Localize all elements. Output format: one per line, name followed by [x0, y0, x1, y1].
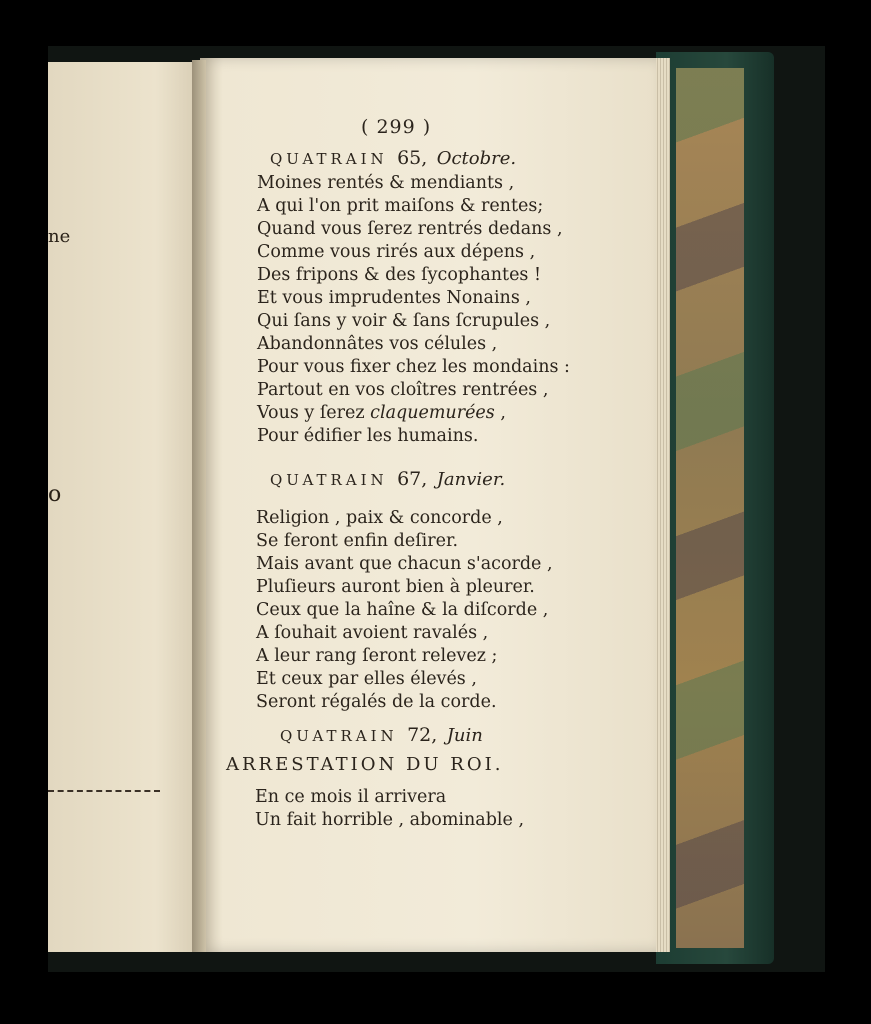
- verse-line: Un fait horrible , abominable ,: [255, 810, 525, 830]
- verse-line: Mais avant que chacun s'acorde ,: [256, 554, 553, 574]
- divider: [48, 790, 160, 792]
- verse-line: En ce mois il arrivera: [255, 787, 447, 807]
- verse-line: Pour édifier les humains.: [257, 426, 479, 446]
- verse-line: Abandonnâtes vos célules ,: [257, 334, 498, 354]
- left-page-fragment: ne: [48, 226, 71, 247]
- verse-line: A qui l'on prit maiſons & rentes;: [257, 196, 544, 216]
- verse-line: Ceux que la haîne & la diſcorde ,: [256, 600, 549, 620]
- heading-number: 65: [397, 147, 422, 169]
- verse-line: Se feront enfin deſirer.: [256, 531, 459, 551]
- heading-month: Octobre.: [436, 148, 517, 169]
- heading-label: QUATRAIN: [280, 727, 398, 745]
- verse-block: [257, 172, 570, 448]
- heading-number: 67: [397, 468, 422, 490]
- verse-line: Et ceux par elles élevés ,: [256, 669, 477, 689]
- verse-line: Pour vous fixer chez les mondains :: [257, 357, 570, 377]
- verse-line: Comme vous rirés aux dépens ,: [257, 242, 536, 262]
- heading-month: Juin: [446, 725, 483, 746]
- marbled-endpaper: [676, 68, 744, 948]
- left-page-fragment: o: [48, 482, 62, 507]
- verse-line: A ſouhait avoient ravalés ,: [256, 623, 489, 643]
- heading-label: QUATRAIN: [270, 150, 388, 168]
- verse-italic-word: claquemurées: [370, 403, 495, 423]
- heading-month: Janvier.: [436, 469, 506, 490]
- verse-line: Des fripons & des ſycophantes !: [257, 265, 542, 285]
- verse-line: Vous y ſerez claquemurées ,: [257, 403, 506, 423]
- verse-line: Quand vous ſerez rentrés dedans ,: [257, 219, 563, 239]
- verse-line: Et vous imprudentes Nonains ,: [257, 288, 531, 308]
- page-number: ( 299 ): [361, 116, 432, 138]
- section-title: ARRESTATION DU ROI.: [226, 754, 504, 775]
- heading-number: 72: [407, 724, 432, 746]
- book-gutter: [192, 60, 206, 952]
- section-heading: QUATRAIN 67, Janvier.: [270, 468, 506, 490]
- verse-line: Moines rentés & mendiants ,: [257, 173, 515, 193]
- left-page: [48, 62, 202, 952]
- verse-line: Partout en vos cloîtres rentrées ,: [257, 380, 549, 400]
- verse-line: Religion , paix & concorde ,: [256, 508, 503, 528]
- verse-block: [256, 507, 553, 714]
- verse-line: Seront régalés de la corde.: [256, 692, 497, 712]
- verse-line: A leur rang ſeront relevez ;: [256, 646, 498, 666]
- heading-label: QUATRAIN: [270, 471, 388, 489]
- verse-line: Pluſieurs auront bien à pleurer.: [256, 577, 535, 597]
- verse-line: Qui ſans y voir & ſans ſcrupules ,: [257, 311, 551, 331]
- section-heading: QUATRAIN 65, Octobre.: [270, 147, 517, 169]
- verse-block: [255, 786, 524, 832]
- section-heading: QUATRAIN 72, Juin: [280, 724, 483, 746]
